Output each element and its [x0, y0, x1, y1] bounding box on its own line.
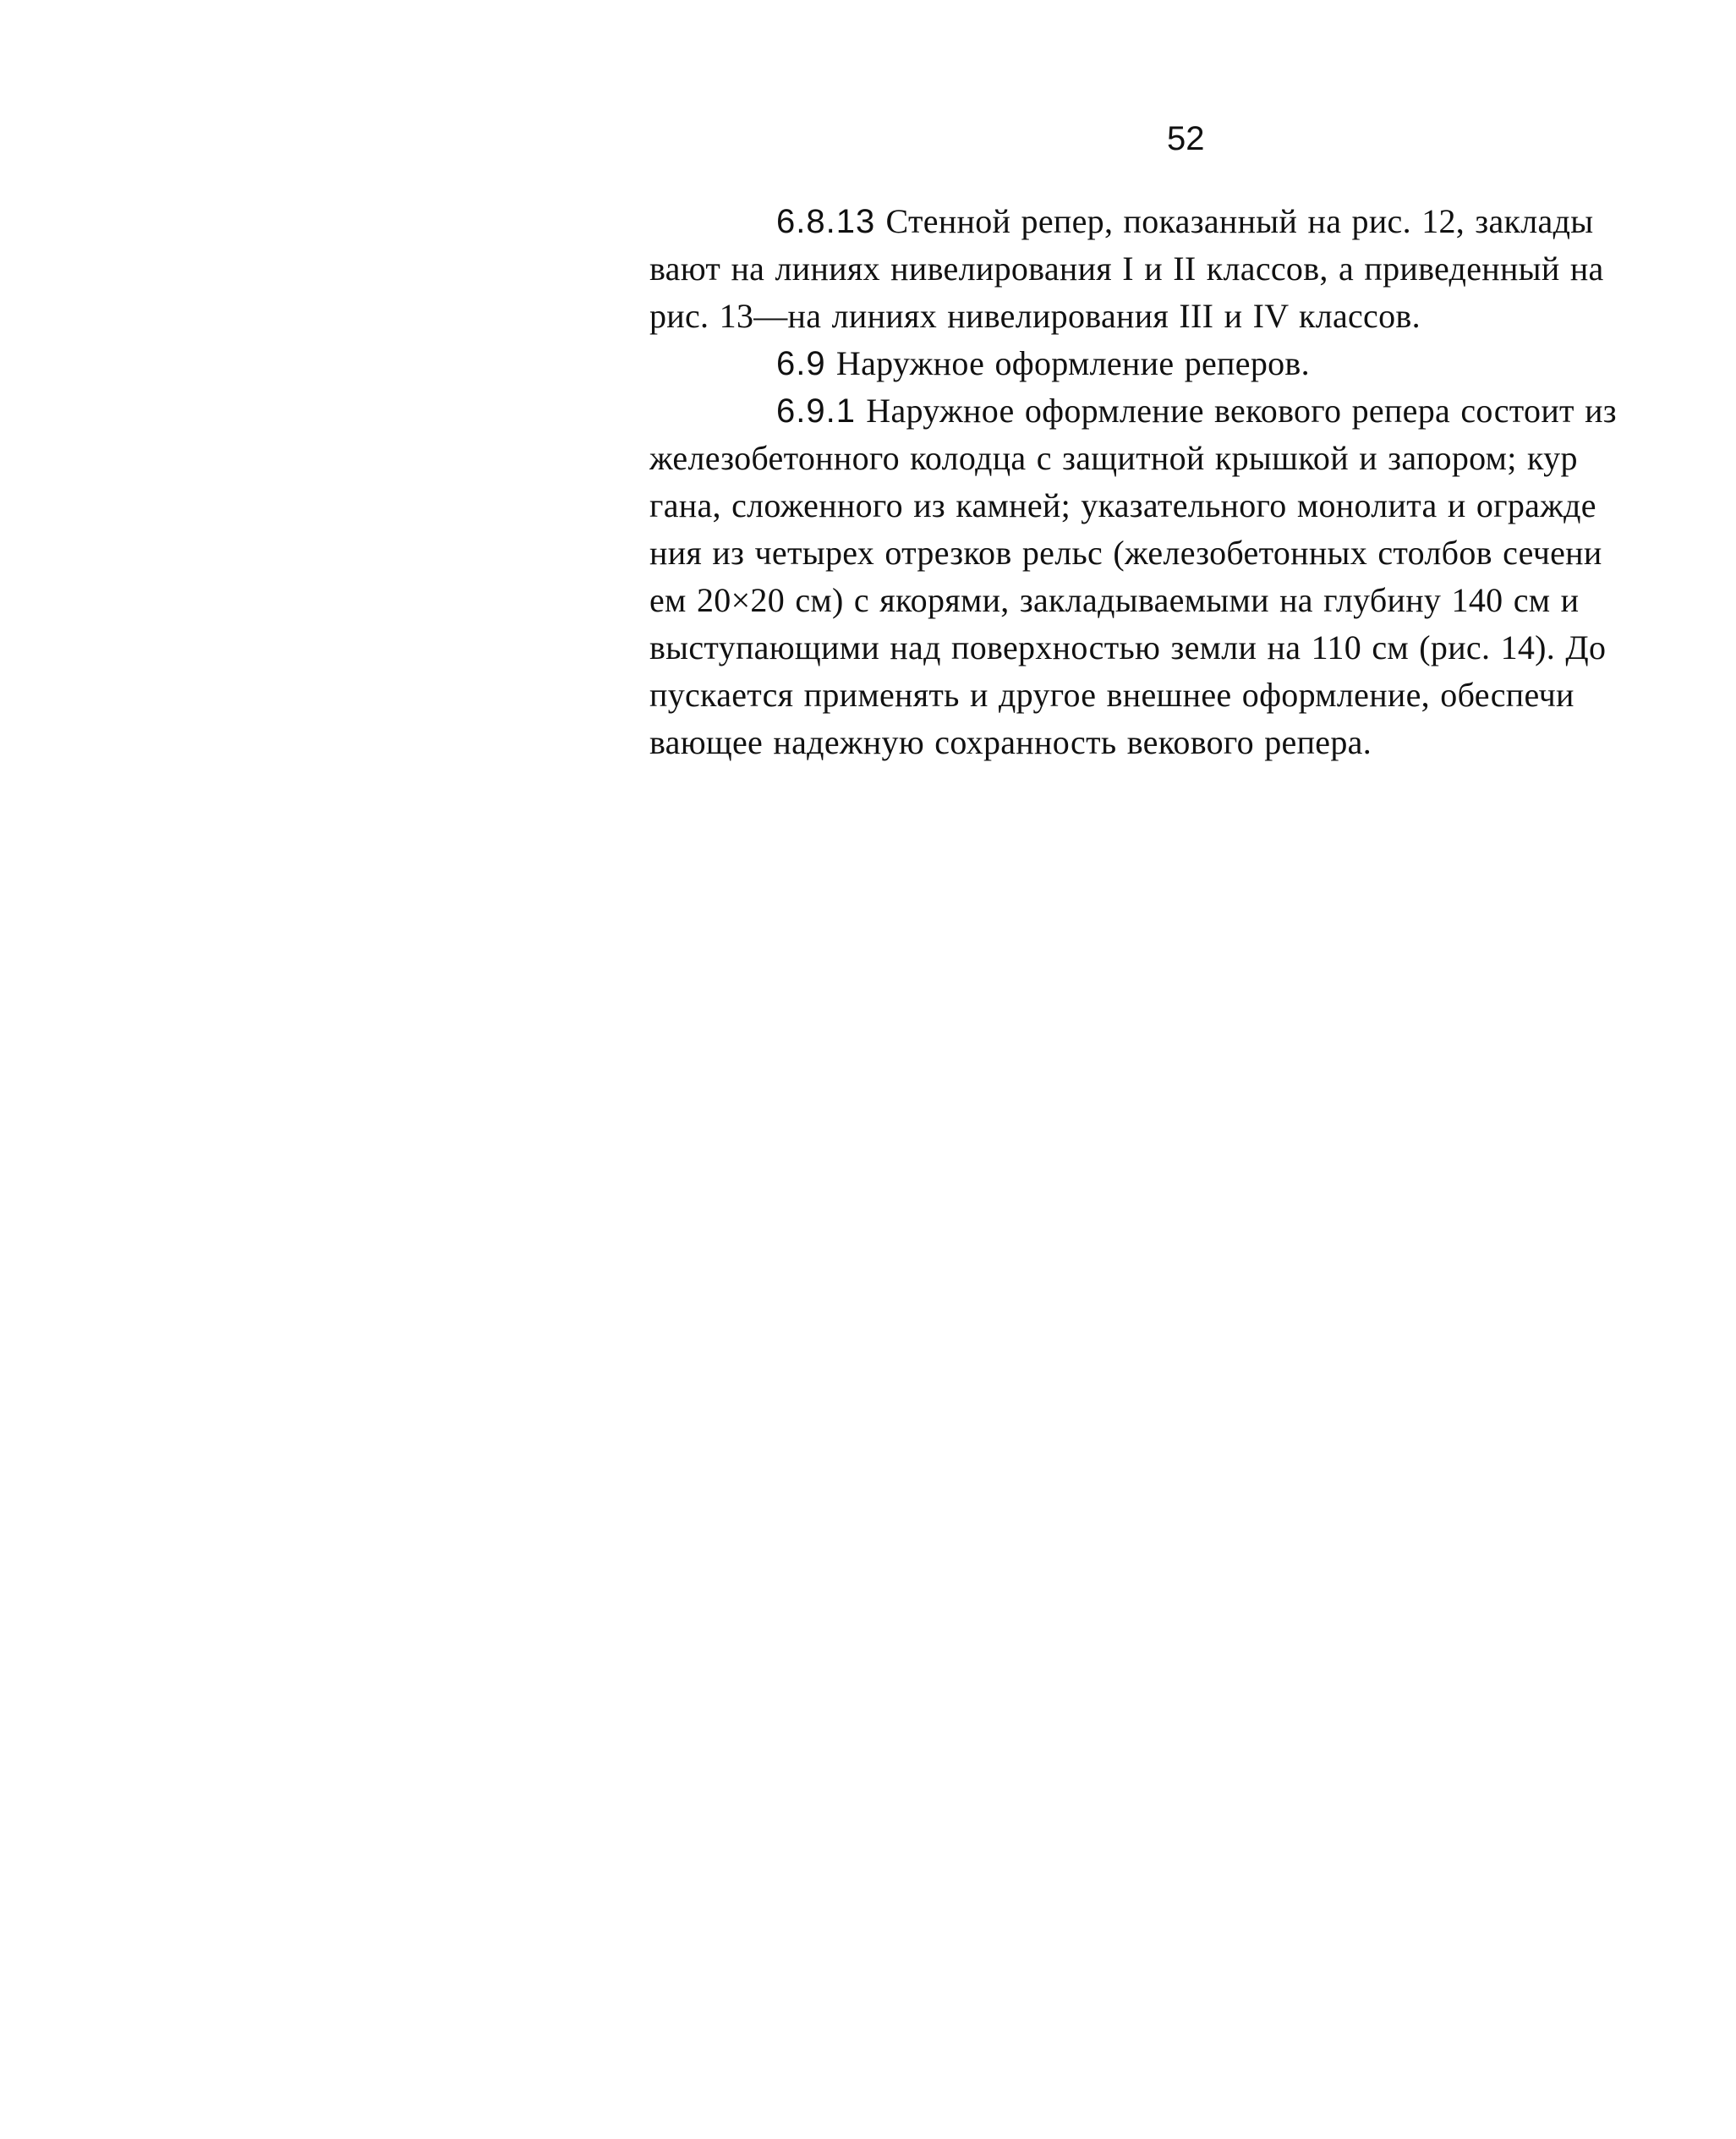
text-line: Стенной репер, показанный на рис. 12, заклады — [885, 202, 1594, 240]
text-line: Наружное оформление векового репера состоит из — [866, 392, 1617, 430]
text-line: ем 20×20 см) с якорями, закладываемыми на глубину 140 см и — [649, 581, 1580, 619]
section-heading-6-9 — [776, 343, 1736, 384]
text-line: гана, сложенного из камней; указательного монолита и огражде — [649, 486, 1596, 524]
paragraph-number: 6.9.1 — [776, 392, 856, 430]
text-line: пускается применять и другое внешнее оформление, обеспечи — [649, 676, 1574, 714]
text-line: рис. 13—на линиях нивелирования III и IV классов. — [649, 297, 1421, 335]
page-body-text — [649, 201, 1736, 793]
text-line: вают на линиях нивелирования I и II классов, а приведенный на — [649, 250, 1604, 288]
paragraph-number: 6.8.13 — [776, 203, 876, 240]
heading-text: Наружное оформление реперов. — [835, 344, 1310, 382]
text-line: вающее надежную сохранность векового репера. — [649, 723, 1372, 761]
text-line: ния из четырех отрезков рельс (железобетонных столбов сечени — [649, 534, 1602, 572]
paragraph-6-8-13-first-line — [776, 201, 1736, 242]
page-number: 52 — [1167, 120, 1205, 157]
paragraph-number: 6.9 — [776, 345, 826, 382]
text-line: выступающими над поверхностью земли на 110 см (рис. 14). До — [649, 628, 1607, 666]
text-line: железобетонного колодца с защитной крышкой и запором; кур — [649, 439, 1578, 477]
paragraph-6-9-1-first-line — [776, 391, 1736, 431]
